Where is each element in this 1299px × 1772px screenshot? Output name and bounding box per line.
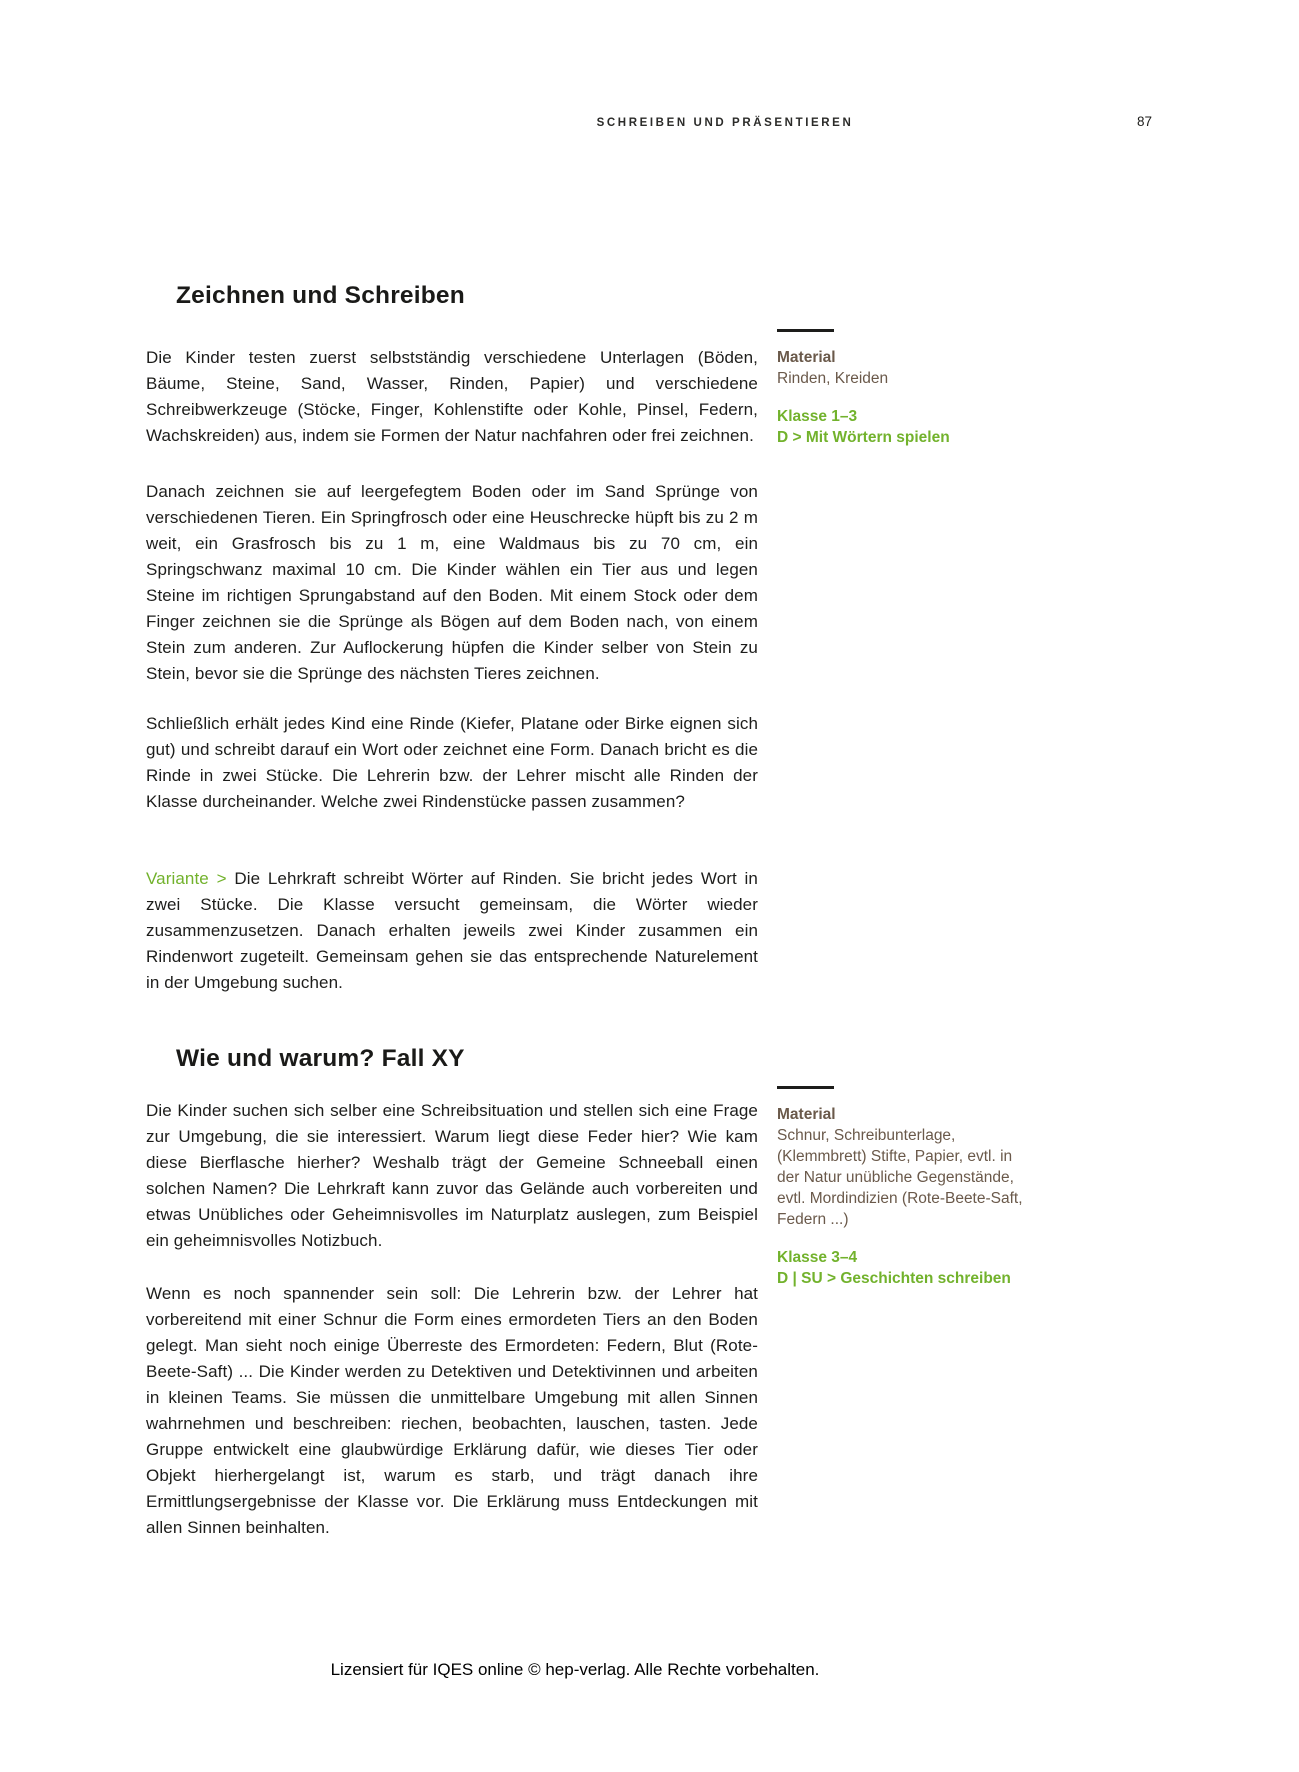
paragraph: Schließlich erhält jedes Kind eine Rinde (Kiefer, Platane oder Birke eignen sich gut) und schreibt darauf ein Wort oder zeichnet eine Form. Danach bricht es die Rinde in zwei Stücke. Die Lehrerin bzw. der Lehrer mischt alle Rinden der Klasse durcheinander. Welche zwei Rindenstücke passen zusammen? (146, 714, 758, 811)
material-value: Rinden, Kreiden (777, 370, 889, 387)
variant-text: Die Lehrkraft schreibt Wörter auf Rinden. Sie bricht jedes Wort in zwei Stücke. Die Klasse versucht gemeinsam, die Wörter wieder zusammenzusetzen. Danach erhalten jeweils zwei Kinder zusammen ein Rindenwort zugeteilt. Gemeinsam gehen sie das entsprechende Naturelement in der Umgebung suchen. (146, 869, 758, 992)
license-footer: Lizensiert für IQES online © hep-verlag. Alle Rechte vorbehalten. (330, 1660, 820, 1679)
klasse-range: Klasse 1–3 (777, 408, 858, 425)
sidebar-block (777, 1086, 1029, 1289)
section-title-zeichnen-und-schreiben: Zeichnen und Schreiben (176, 282, 465, 309)
subject-line: D > Mit Wörtern spielen (777, 429, 950, 446)
paragraph: Wenn es noch spannender sein soll: Die Lehrerin bzw. der Lehrer hat vorbereitend mit einer Schnur die Form eines ermordeten Tiers an den Boden gelegt. Man sieht noch einige Überreste des Ermordeten: Federn, Blut (Rote-Beete-Saft) ... Die Kinder werden zu Detektiven und Detektivinnen und arbeiten in kleinen Teams. Sie müssen die unmittelbare Umgebung mit allen Sinnen wahrnehmen und beschreiben: riechen, beobachten, lauschen, tasten. Jede Gruppe entwickelt eine glaubwürdige Erklärung dafür, wie dieses Tier oder Objekt hierhergelangt ist, warum es starb, und trägt danach ihre Ermittlungsergebnisse der Klasse vor. Die Erklärung muss Entdeckungen mit allen Sinnen beinhalten. (146, 1284, 758, 1537)
paragraph: Die Kinder suchen sich selber eine Schreibsituation und stellen sich eine Frage zur Umgebung, die sie interessiert. Warum liegt diese Feder hier? Wie kam diese Bierflasche hierher? Weshalb trägt der Gemeine Schneeball einen solchen Namen? Die Lehrkraft kann zuvor das Gelände auch vorbereiten und etwas Unübliches oder Geheimnisvolles im Naturplatz auslegen, zum Beispiel ein geheimnisvolles Notizbuch. (146, 1101, 758, 1250)
running-header: SCHREIBEN UND PRÄSENTIEREN (596, 117, 854, 129)
klasse-block (777, 406, 1029, 448)
paragraph: Die Kinder testen zuerst selbstständig verschiedene Unterlagen (Böden, Bäume, Steine, Sand, Wasser, Rinden, Papier) und verschiedene Schreibwerkzeuge (Stöcke, Finger, Kohlenstifte oder Kohle, Pinsel, Federn, Wachskreiden) aus, indem sie Formen der Natur nachfahren oder frei zeichnen. (146, 348, 758, 445)
material-value: Schnur, Schreibunterlage, (Klemmbrett) Stifte, Papier, evtl. in der Natur unübliche Gegenstände, evtl. Mordindizien (Rote-Beete-Saft, Federn ...) (777, 1127, 1023, 1228)
material-label: Material (777, 1106, 836, 1123)
variant-label: Variante > (146, 869, 227, 888)
sidebar-rule (777, 329, 834, 332)
klasse-block (777, 1247, 1029, 1289)
klasse-range: Klasse 3–4 (777, 1249, 858, 1266)
subject-line: D | SU > Geschichten schreiben (777, 1270, 1011, 1287)
paragraph: Danach zeichnen sie auf leergefegtem Boden oder im Sand Sprünge von verschiedenen Tieren. Ein Springfrosch oder eine Heuschrecke hüpft bis zu 2 m weit, ein Grasfrosch bis zu 1 m, eine Waldmaus bis zu 70 cm, ein Springschwanz maximal 10 cm. Die Kinder wählen ein Tier aus und legen Steine im richtigen Sprungabstand auf den Boden. Mit einem Stock oder dem Finger zeichnen sie die Sprünge als Bögen auf dem Boden nach, von einem Stein zum anderen. Zur Auflockerung hüpfen die Kinder selber von Stein zu Stein, bevor sie die Sprünge des nächsten Tieres zeichnen. (146, 482, 758, 683)
sidebar-rule (777, 1086, 834, 1089)
sidebar-block (777, 329, 1029, 448)
paragraph-variant (146, 866, 758, 996)
section-title-wie-und-warum-fall-xy: Wie und warum? Fall XY (176, 1045, 465, 1072)
page-number: 87 (1136, 114, 1152, 129)
material-label: Material (777, 349, 836, 366)
